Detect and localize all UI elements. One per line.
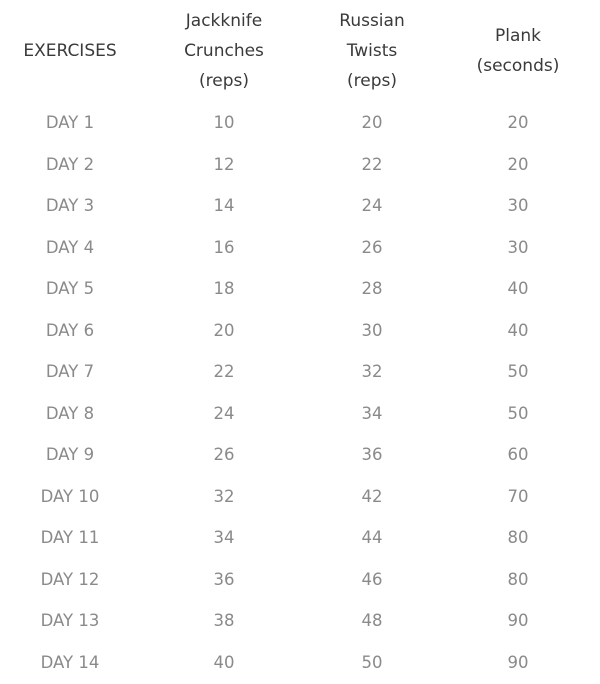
day-cell: DAY 7 [45,362,95,382]
russian-twists-reps-cell: 20 [361,113,383,133]
day-cell: DAY 10 [40,486,100,506]
table-row [0,559,600,601]
plank-seconds-cell: 90 [507,652,529,672]
day-cell: DAY 8 [45,403,95,423]
day-cell: DAY 9 [45,445,95,465]
table-row [0,393,600,435]
header-jackknife-line-3: (reps) [199,71,249,91]
jackknife-reps-cell: 36 [213,569,235,589]
plank-seconds-cell: 60 [507,445,529,465]
day-cell: DAY 12 [40,569,100,589]
table-row [0,268,600,310]
jackknife-reps-cell: 32 [213,486,235,506]
jackknife-reps-cell: 38 [213,611,235,631]
russian-twists-reps-cell: 34 [361,403,383,423]
russian-twists-reps-cell: 42 [361,486,383,506]
table-row [0,144,600,186]
day-cell: DAY 11 [40,528,100,548]
russian-twists-reps-cell: 44 [361,528,383,548]
table-row [0,102,600,144]
jackknife-reps-cell: 24 [213,403,235,423]
header-jackknife-line-1: Jackknife [185,11,263,31]
header-plank-line-1: Plank [494,26,541,46]
plank-seconds-cell: 20 [507,113,529,133]
day-cell: DAY 13 [40,611,100,631]
jackknife-reps-cell: 18 [213,279,235,299]
header-exercises [0,0,140,102]
russian-twists-reps-cell: 26 [361,237,383,257]
day-cell: DAY 5 [45,279,95,299]
russian-twists-reps-cell: 50 [361,652,383,672]
table-row [0,351,600,393]
table-row [0,642,600,684]
plank-seconds-cell: 70 [507,486,529,506]
header-jackknife-line-2: Crunches [184,41,264,61]
plank-seconds-cell: 90 [507,611,529,631]
russian-twists-reps-cell: 48 [361,611,383,631]
header-plank-line-2: (seconds) [476,56,560,76]
jackknife-reps-cell: 22 [213,362,235,382]
jackknife-reps-cell: 14 [213,196,235,216]
header-plank [436,0,600,102]
table-row [0,185,600,227]
day-cell: DAY 14 [40,652,100,672]
header-russian-line-3: (reps) [347,71,397,91]
jackknife-reps-cell: 34 [213,528,235,548]
day-cell: DAY 6 [45,320,95,340]
russian-twists-reps-cell: 24 [361,196,383,216]
russian-twists-reps-cell: 46 [361,569,383,589]
table-row [0,517,600,559]
plank-seconds-cell: 30 [507,237,529,257]
russian-twists-reps-cell: 32 [361,362,383,382]
plank-seconds-cell: 40 [507,320,529,340]
jackknife-reps-cell: 26 [213,445,235,465]
table-row [0,476,600,518]
jackknife-reps-cell: 12 [213,154,235,174]
header-russian-line-2: Twists [346,41,398,61]
russian-twists-reps-cell: 28 [361,279,383,299]
plank-seconds-cell: 80 [507,528,529,548]
plank-seconds-cell: 30 [507,196,529,216]
jackknife-reps-cell: 16 [213,237,235,257]
plank-seconds-cell: 40 [507,279,529,299]
table-header [0,0,600,102]
russian-twists-reps-cell: 36 [361,445,383,465]
plank-seconds-cell: 50 [507,403,529,423]
header-exercises-line: EXERCISES [23,41,117,61]
day-cell: DAY 3 [45,196,95,216]
plank-seconds-cell: 20 [507,154,529,174]
header-russian-line-1: Russian [339,11,405,31]
plank-seconds-cell: 80 [507,569,529,589]
header-russian-twists [308,0,436,102]
table-row [0,600,600,642]
day-cell: DAY 2 [45,154,95,174]
day-cell: DAY 1 [45,113,95,133]
jackknife-reps-cell: 40 [213,652,235,672]
header-jackknife-crunches [140,0,308,102]
table-body [0,102,600,683]
table-row [0,227,600,269]
russian-twists-reps-cell: 22 [361,154,383,174]
russian-twists-reps-cell: 30 [361,320,383,340]
table-row [0,434,600,476]
table-row [0,310,600,352]
jackknife-reps-cell: 20 [213,320,235,340]
day-cell: DAY 4 [45,237,95,257]
header-row [0,0,600,102]
plank-seconds-cell: 50 [507,362,529,382]
jackknife-reps-cell: 10 [213,113,235,133]
